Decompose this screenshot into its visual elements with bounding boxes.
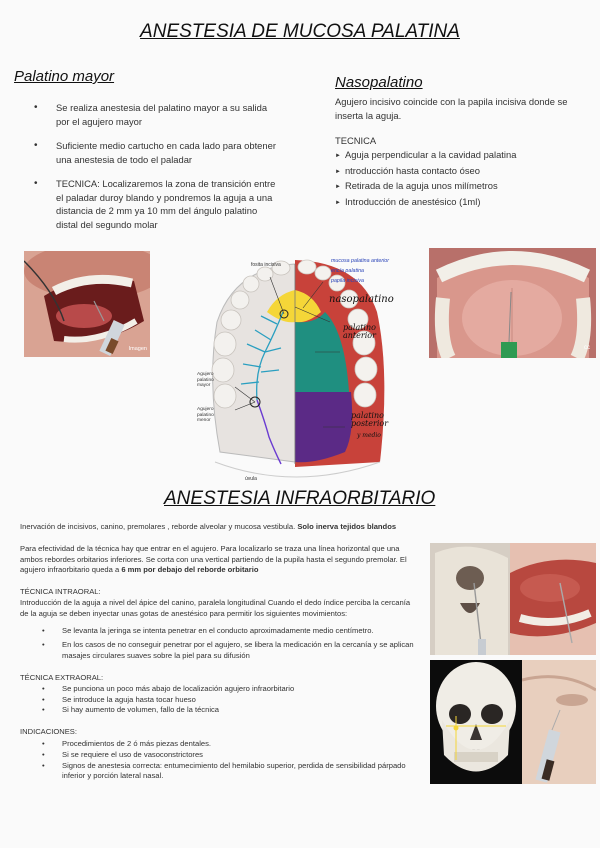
label-y-medio: y medio bbox=[357, 432, 381, 439]
list-item: • Se realiza anestesia del palatino mayor a su salida por el agujero mayor bbox=[16, 101, 276, 128]
skull-photo bbox=[430, 660, 522, 784]
infra-p2: Para efectividad de la técnica hay que entrar en el agujero. Para localizarlo se traza una línea horizontal que una ambos rebordes orbitarios inferiores. Se corta con una vertical partiendo de la pupila hasta el segundo premolar. El agujero infraorbitario queda a bbox=[20, 543, 407, 575]
palatal-injection-photo bbox=[24, 251, 150, 357]
palate-photo bbox=[429, 248, 596, 358]
label-agujero-mayor: Agujero palatino mayor bbox=[197, 372, 214, 388]
extraoral-injection-photo bbox=[522, 660, 596, 784]
list-item: • Si se requiere el uso de vasoconstrictores bbox=[20, 750, 418, 761]
photo-credit: cc bbox=[584, 345, 590, 352]
intraoral-photo bbox=[510, 543, 596, 655]
page-title: ANESTESIA DE MUCOSA PALATINA bbox=[140, 21, 460, 42]
infraorbitario-heading: ANESTESIA INFRAORBITARIO bbox=[164, 488, 436, 509]
label-palatino-anterior: palatino anterior bbox=[343, 323, 376, 340]
list-item: ► ntroducción hasta contacto óseo bbox=[335, 164, 590, 180]
extraoral-list bbox=[20, 684, 418, 716]
list-item: • Se levanta la jeringa se intenta penetrar en el conducto aproximadamente medio centímetro. bbox=[20, 626, 418, 637]
palatino-mayor-heading: Palatino mayor bbox=[14, 68, 115, 85]
infra-p1-bold: Solo inerva tejidos blandos bbox=[297, 522, 397, 531]
list-item: ► Aguja perpendicular a la cavidad palatina bbox=[335, 148, 590, 164]
indicaciones-label: INDICACIONES: bbox=[20, 727, 77, 737]
nasopalatino-heading: Nasopalatino bbox=[335, 74, 423, 91]
nasopalatino-intro: Agujero incisivo coincide con la papila incisiva donde se inserta la aguja. bbox=[335, 96, 568, 121]
list-item: • TECNICA: Localizaremos la zona de transición entre el paladar duroy blando y pondremos la aguja a una distancia de 2 mm ya 10 mm del ángulo palatino distal del segundo molar bbox=[16, 177, 276, 231]
list-item: • Procedimientos de 2 ó más piezas dentales. bbox=[20, 739, 418, 750]
list-item: • Se punciona un poco más abajo de localización agujero infraorbitario bbox=[20, 684, 418, 695]
nasopalatino-tecnica-label: TECNICA bbox=[335, 135, 377, 146]
list-item: ► Introducción de anestésico (1ml) bbox=[335, 195, 590, 211]
intraoral-text: Introducción de la aguja a nivel del ápice del canino, paralela longitudinal Cuando el dedo índice perciba la cercanía de la aguja se deben inyectar unas gotas de anestésico para permitir los siguientes movimientos: bbox=[20, 597, 411, 618]
intraoral-list bbox=[20, 626, 418, 662]
infra-p2-bold: 6 mm por debajo del reborde orbitario bbox=[121, 565, 259, 575]
label-palatino-posterior: palatino posterior bbox=[351, 411, 389, 428]
infra-p1: Inervación de incisivos, canino, premolares , reborde alveolar y mucosa vestibula. bbox=[20, 522, 298, 531]
list-item: • Se introduce la aguja hasta tocar hueso bbox=[20, 695, 418, 706]
palatino-mayor-list bbox=[16, 101, 276, 242]
label-mucosa: mucosa palatina anterior bbox=[331, 258, 390, 264]
label-agujero-menor: Agujero palatino menor bbox=[197, 407, 214, 423]
list-item: ► Retirada de la aguja unos milímetros bbox=[335, 179, 590, 195]
indicaciones-list bbox=[20, 739, 418, 782]
label-uvula: úvula bbox=[245, 476, 257, 482]
label-encia: encía palatina bbox=[331, 268, 364, 274]
label-fosita-incisiva: fosita incisiva bbox=[251, 262, 281, 268]
palate-diagram bbox=[195, 252, 400, 484]
extraoral-label: TÉCNICA EXTRAORAL: bbox=[20, 672, 104, 682]
intraoral-label: TÉCNICA INTRAORAL: bbox=[20, 587, 101, 597]
list-item: • Signos de anestesia correcta: entumecimiento del hemilabio superior, perdida de sensibilidad párpado inferior y porción lateral nasal. bbox=[20, 761, 418, 783]
list-item: • En los casos de no conseguir penetrar por el agujero, se libera la medicación en la cercanía y se aplican masajes circulares suaves sobre la piel para su difusión bbox=[20, 640, 418, 662]
label-nasopalatino: nasopalatino bbox=[329, 294, 394, 305]
list-item: • Suficiente medio cartucho en cada lado para obtener una anestesia de todo el paladar bbox=[16, 139, 276, 166]
label-papila: papila incisiva bbox=[331, 278, 364, 284]
infraorbitario-body bbox=[20, 522, 418, 782]
skull-injection-photo bbox=[430, 543, 510, 655]
photo-credit: Imagen bbox=[128, 346, 147, 353]
list-item: • Si hay aumento de volumen, fallo de la técnica bbox=[20, 705, 418, 716]
nasopalatino-steps bbox=[335, 148, 590, 210]
